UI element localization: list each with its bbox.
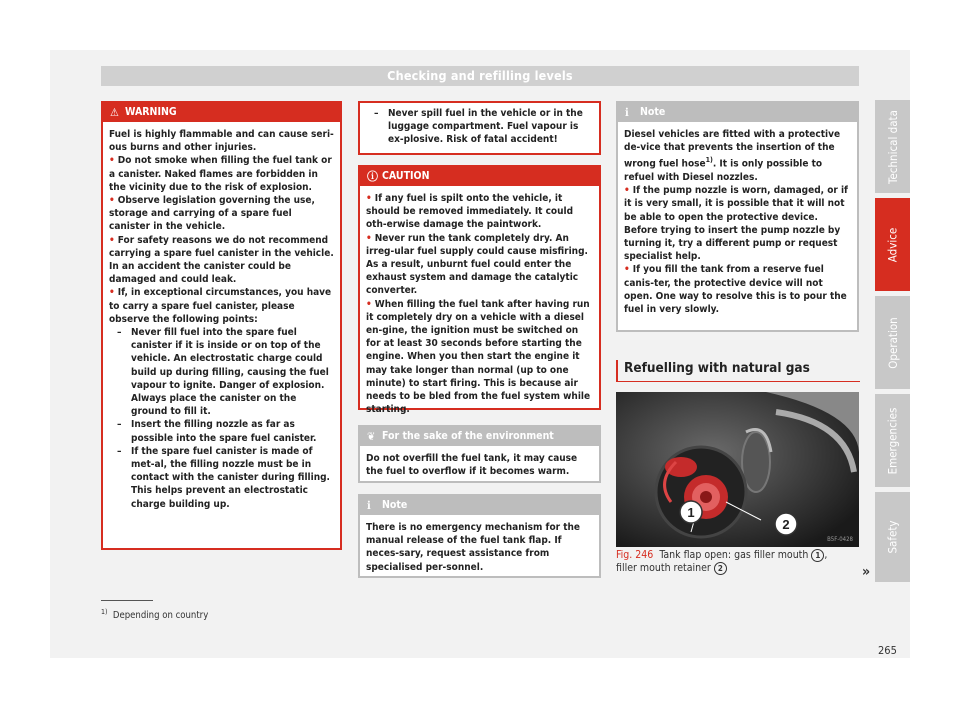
warning-bullet-3: • For safety reasons we do not recommend carrying a spare fuel canister in the vehicle. In an accident the canister could be damaged and could leak. <box>109 234 334 286</box>
note-1-heading: Note <box>382 499 408 511</box>
warning-bullet-4: • If, in exceptional circumstances, you have to carry a spare fuel canister, please observe the following points: <box>109 287 332 325</box>
note-box-1 <box>358 494 601 578</box>
page-number: 265 <box>878 644 897 657</box>
note-1-text: There is no emergency mechanism for the manual release of the fuel tank flap. If neces-sary, request assistance from specialised per-sonnel. <box>366 522 581 573</box>
warning-header <box>103 103 340 122</box>
note-2-body <box>618 122 857 322</box>
note-2-bullet-1: • If the pump nozzle is worn, damaged, or if it is very small, it is possible that it will not be able to open the protective device. Before trying to insert the pump nozzle by turning it, try a different pump or request specialist help. <box>624 185 848 263</box>
section-title: Refuelling with natural gas <box>616 360 860 382</box>
tab-safety[interactable]: Safety <box>875 492 910 582</box>
callout-2: 2 <box>782 517 790 532</box>
footnote: $^{1)}$ Depending on country <box>101 608 209 622</box>
warning-box <box>101 101 342 550</box>
note-1-header <box>360 496 599 515</box>
figure-label: Fig. 246 <box>616 549 654 561</box>
figure-caption: Fig. 246 Tank flap open: gas filler mouth 1 , filler mouth retainer 2 <box>616 549 828 574</box>
caution-circle-icon: ⓘ <box>367 170 378 183</box>
figure-badge-2: 2 <box>714 562 727 575</box>
note-2-heading: Note <box>640 106 666 118</box>
note-box-2 <box>616 101 859 332</box>
footnote-divider <box>101 600 153 601</box>
caution-body <box>360 186 599 422</box>
note-info-icon: ℹ <box>367 499 371 512</box>
environment-box <box>358 425 601 483</box>
callout-1: 1 <box>687 505 695 520</box>
tab-technical-data[interactable]: Technical data <box>875 100 910 193</box>
caution-heading: CAUTION <box>382 170 430 182</box>
warning-bullet-1: • Do not smoke when filling the fuel tank or a canister. Naked flames are forbidden in the vicinity due to the risk of explosion. <box>109 155 332 193</box>
warning-heading: WARNING <box>125 106 177 118</box>
caution-header <box>360 167 599 186</box>
caution-bullet-3: • When filling the fuel tank after having run it completely dry on a vehicle with a diesel en-gine, the ignition must be switched on for at least 30 seconds before starting the engine. When you then start the engine it may take longer than normal (up to one minute) to start firing. This is because air needs to be bled from the fuel system while starting. <box>366 298 591 416</box>
caution-box <box>358 165 601 416</box>
tab-emergencies[interactable]: Emergencies <box>875 394 910 487</box>
page-header-title: Checking and refilling levels <box>101 66 859 86</box>
continue-marker: » <box>862 564 871 580</box>
figure-code: B5F-0428 <box>827 536 853 543</box>
warning-dash-1: – Never fill fuel into the spare fuel canister if it is inside or on top of the vehicle. An electrostatic charge could build up during filling, causing the fuel vapour to ignite. Danger of explosion. Always place the canister on the ground to fill it. <box>117 327 329 418</box>
environment-body <box>360 446 599 484</box>
warning-dash-3: – If the spare fuel canister is made of met-al, the filling nozzle must be in contact with the canister during filling. This helps prevent an electrostatic charge building up. <box>117 445 330 510</box>
warning-bullet-2: • Observe legislation governing the use, storage and carrying of a spare fuel canister in the vehicle. <box>109 195 315 233</box>
caution-bullet-2: • Never run the tank completely dry. An irreg-ular fuel supply could cause misfiring. As a result, unburnt fuel could enter the exhaust system and damage the catalytic converter. <box>366 232 588 297</box>
note-2-intro: Diesel vehicles are fitted with a protective de-vice that prevents the insertion of the wrong fuel hose$^{1)}$. It is only possible to refuel with Diesel nozzles. <box>624 129 841 183</box>
note-2-header <box>618 103 857 122</box>
warning-continued-body <box>360 103 599 153</box>
note-info-icon: ℹ <box>625 106 629 119</box>
warning-body <box>103 122 340 517</box>
warning-intro: Fuel is highly flammable and can cause seri-ous burns and other injuries. <box>109 129 334 154</box>
warning-triangle-icon: ⚠ <box>110 106 119 119</box>
warning-dash-2: – Insert the filling nozzle as far as possible into the spare fuel canister. <box>117 419 317 444</box>
figure-image <box>616 392 859 547</box>
caution-bullet-1: • If any fuel is spilt onto the vehicle, it should be removed immediately. It could oth-erwise damage the paintwork. <box>366 193 574 231</box>
note-1-body <box>360 515 599 580</box>
fuel-flap-illustration <box>616 392 859 547</box>
environment-header <box>360 427 599 446</box>
figure-badge-1: 1 <box>811 549 824 562</box>
environment-heading: For the sake of the environment <box>382 430 554 442</box>
warning-continued-box <box>358 101 601 155</box>
warning-continued-dash: – Never spill fuel in the vehicle or in the luggage compartment. Fuel vapour is ex-plosive. Risk of fatal accident! <box>374 108 583 146</box>
tab-advice[interactable]: Advice <box>875 198 910 291</box>
leaf-icon: ❦ <box>367 430 376 443</box>
note-2-bullet-2: • If you fill the tank from a reserve fuel canis-ter, the protective device will not open. One way to resolve this is to pour the fuel in very slowly. <box>624 264 847 315</box>
section-title-marker <box>616 360 618 382</box>
tab-operation[interactable]: Operation <box>875 296 910 389</box>
environment-text: Do not overfill the fuel tank, it may cause the fuel to overflow if it becomes warm. <box>366 453 578 478</box>
